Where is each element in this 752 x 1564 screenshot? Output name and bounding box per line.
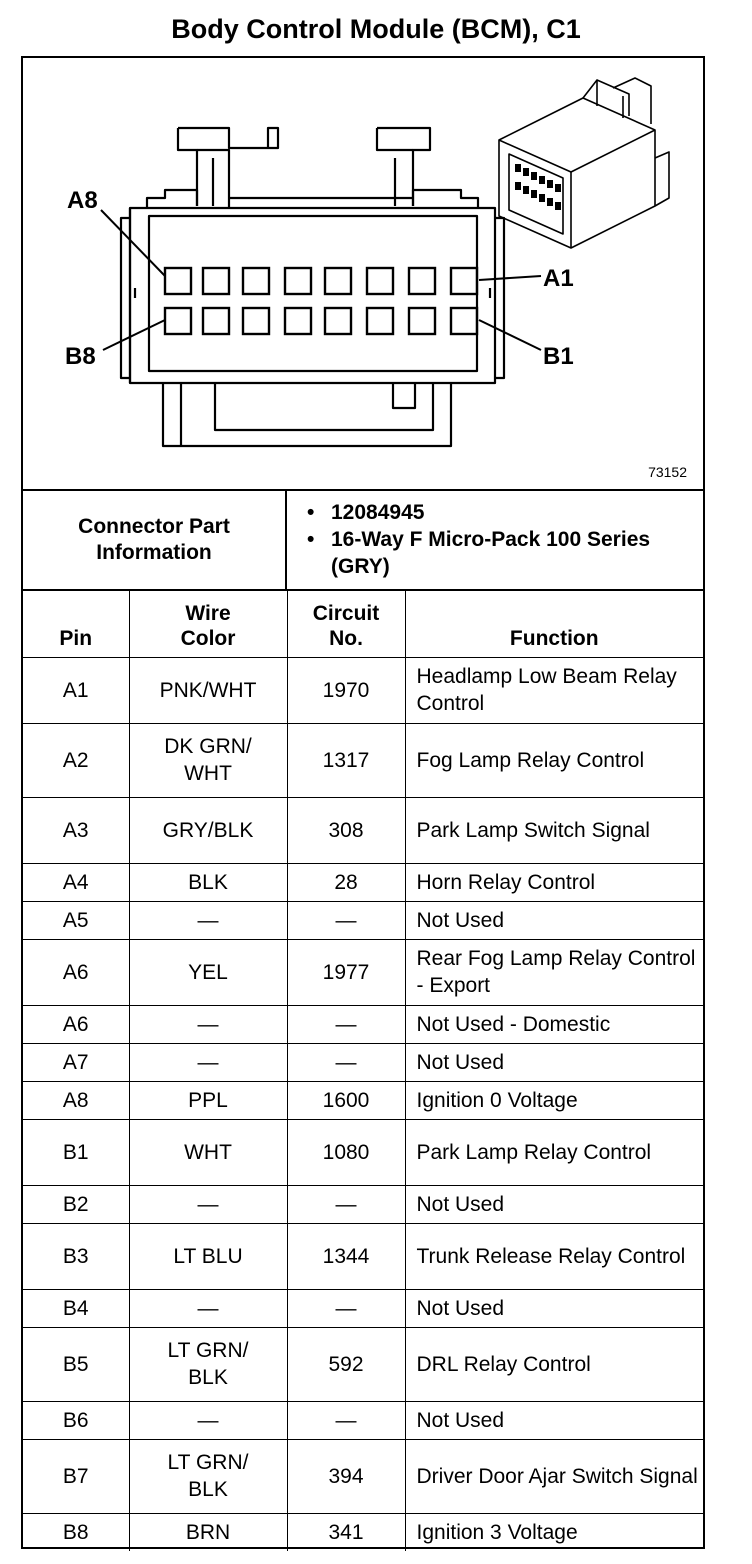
cell-wire: — xyxy=(129,901,287,939)
cell-pin: A7 xyxy=(23,1043,129,1081)
table-row xyxy=(23,901,703,939)
cell-circuit: — xyxy=(287,1185,405,1223)
cell-circuit: 341 xyxy=(287,1513,405,1551)
label-b8: B8 xyxy=(65,343,96,370)
table-row xyxy=(23,797,703,863)
cell-circuit: 1317 xyxy=(287,723,405,797)
table-row xyxy=(23,1289,703,1327)
leader-b8 xyxy=(103,320,165,350)
cell-circuit: 308 xyxy=(287,797,405,863)
cell-wire: LT GRN/ BLK xyxy=(129,1439,287,1513)
cavity-row-b xyxy=(165,308,477,334)
col-function: Function xyxy=(405,591,703,657)
leader-b1 xyxy=(479,320,541,350)
cell-pin: B2 xyxy=(23,1185,129,1223)
cavity-row-a xyxy=(165,268,477,294)
cell-function: Ignition 0 Voltage xyxy=(405,1081,703,1119)
cell-circuit: 28 xyxy=(287,863,405,901)
cell-wire: BLK xyxy=(129,863,287,901)
label-b1: B1 xyxy=(543,343,574,370)
pinout-table xyxy=(23,591,703,1551)
leader-a1 xyxy=(479,276,541,280)
cell-function: Not Used - Domestic xyxy=(405,1005,703,1043)
cell-function: Fog Lamp Relay Control xyxy=(405,723,703,797)
cell-circuit: 1600 xyxy=(287,1081,405,1119)
cell-wire: LT GRN/ BLK xyxy=(129,1327,287,1401)
cell-circuit: — xyxy=(287,1005,405,1043)
connector-iso-view xyxy=(499,78,669,248)
cell-pin: A4 xyxy=(23,863,129,901)
cell-pin: B6 xyxy=(23,1401,129,1439)
part-number: • 12084945 xyxy=(303,499,693,526)
cell-function: Not Used xyxy=(405,1043,703,1081)
cell-wire: YEL xyxy=(129,939,287,1005)
cell-wire: — xyxy=(129,1401,287,1439)
cell-circuit: 1080 xyxy=(287,1119,405,1185)
cell-wire: — xyxy=(129,1043,287,1081)
table-row xyxy=(23,1223,703,1289)
cell-wire: BRN xyxy=(129,1513,287,1551)
cell-function: Not Used xyxy=(405,1289,703,1327)
cell-circuit: 1970 xyxy=(287,657,405,723)
table-row xyxy=(23,1401,703,1439)
connector-housing xyxy=(130,208,495,383)
table-row xyxy=(23,863,703,901)
cell-wire: — xyxy=(129,1289,287,1327)
page-title: Body Control Module (BCM), C1 xyxy=(171,14,581,44)
cell-pin: B7 xyxy=(23,1439,129,1513)
cell-function: Park Lamp Switch Signal xyxy=(405,797,703,863)
connector-part-info xyxy=(23,491,703,591)
cell-wire: PNK/WHT xyxy=(129,657,287,723)
cell-function: Not Used xyxy=(405,1185,703,1223)
cell-function: Park Lamp Relay Control xyxy=(405,1119,703,1185)
cell-circuit: 1344 xyxy=(287,1223,405,1289)
cell-pin: A8 xyxy=(23,1081,129,1119)
table-row xyxy=(23,657,703,723)
cell-pin: B4 xyxy=(23,1289,129,1327)
label-a8: A8 xyxy=(67,187,98,214)
connector-info-label: Connector Part Information xyxy=(23,491,287,589)
cell-pin: B8 xyxy=(23,1513,129,1551)
cell-pin: A1 xyxy=(23,657,129,723)
cell-pin: A6 xyxy=(23,939,129,1005)
cell-wire: — xyxy=(129,1185,287,1223)
cell-function: Rear Fog Lamp Relay Control - Export xyxy=(405,939,703,1005)
cell-pin: B5 xyxy=(23,1327,129,1401)
table-row xyxy=(23,1513,703,1551)
cell-circuit: — xyxy=(287,1401,405,1439)
connector-info-list xyxy=(303,499,693,580)
cell-function: Horn Relay Control xyxy=(405,863,703,901)
table-row xyxy=(23,1081,703,1119)
table-row xyxy=(23,939,703,1005)
cell-circuit: — xyxy=(287,901,405,939)
connector-face-drawing xyxy=(23,58,703,489)
table-row xyxy=(23,723,703,797)
table-row xyxy=(23,1043,703,1081)
cell-function: Trunk Release Relay Control xyxy=(405,1223,703,1289)
cell-circuit: 592 xyxy=(287,1327,405,1401)
cell-pin: A5 xyxy=(23,901,129,939)
connector-type: • 16-Way F Micro-Pack 100 Series (GRY) xyxy=(303,526,693,580)
cell-wire: WHT xyxy=(129,1119,287,1185)
cell-pin: A3 xyxy=(23,797,129,863)
table-header-row xyxy=(23,591,703,657)
table-row xyxy=(23,1185,703,1223)
cell-circuit: — xyxy=(287,1289,405,1327)
cell-function: Not Used xyxy=(405,901,703,939)
col-wire-color: Wire Color xyxy=(129,591,287,657)
cell-pin: A6 xyxy=(23,1005,129,1043)
cell-pin: B1 xyxy=(23,1119,129,1185)
connector-diagram xyxy=(23,58,703,491)
cell-function: Headlamp Low Beam Relay Control xyxy=(405,657,703,723)
cell-wire: LT BLU xyxy=(129,1223,287,1289)
col-circuit: Circuit No. xyxy=(287,591,405,657)
figure-number: 73152 xyxy=(648,464,687,480)
leader-a8 xyxy=(101,210,165,276)
table-row xyxy=(23,1327,703,1401)
col-pin: Pin xyxy=(23,591,129,657)
connector-iso-cavities xyxy=(515,164,561,210)
table-row xyxy=(23,1119,703,1185)
cell-wire: DK GRN/ WHT xyxy=(129,723,287,797)
cell-circuit: — xyxy=(287,1043,405,1081)
cell-pin: B3 xyxy=(23,1223,129,1289)
table-row xyxy=(23,1439,703,1513)
cell-pin: A2 xyxy=(23,723,129,797)
connector-sheet xyxy=(21,56,705,1549)
cell-wire: PPL xyxy=(129,1081,287,1119)
table-row xyxy=(23,1005,703,1043)
cell-function: Ignition 3 Voltage xyxy=(405,1513,703,1551)
label-a1: A1 xyxy=(543,265,574,292)
cell-wire: GRY/BLK xyxy=(129,797,287,863)
cell-circuit: 394 xyxy=(287,1439,405,1513)
cell-function: Driver Door Ajar Switch Signal xyxy=(405,1439,703,1513)
cell-function: DRL Relay Control xyxy=(405,1327,703,1401)
cell-wire: — xyxy=(129,1005,287,1043)
cell-circuit: 1977 xyxy=(287,939,405,1005)
cell-function: Not Used xyxy=(405,1401,703,1439)
